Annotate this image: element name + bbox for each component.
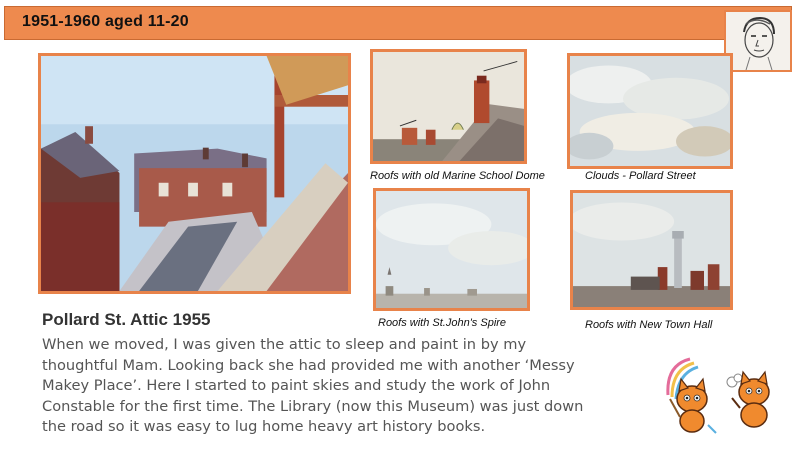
portrait-sketch [724,10,792,72]
caption-marine-dome: Roofs with old Marine School Dome [370,170,545,182]
attic-painting [38,53,351,294]
clouds-painting [567,53,733,169]
painter-cat-icon [660,355,720,435]
painting-title: Pollard St. Attic 1955 [42,310,211,329]
town-hall-painting [570,190,733,310]
marine-dome-painting [370,49,527,164]
page-title: 1951-1960 aged 11-20 [22,13,189,30]
caption-st-johns: Roofs with St.John's Spire [378,317,507,329]
caption-town-hall: Roofs with New Town Hall [585,319,713,331]
caption-clouds: Clouds - Pollard Street [585,170,696,182]
st-johns-painting [373,188,530,311]
description-text: When we moved, I was given the attic to sleep and paint in by my thoughtful Mam. Looking back she had provided me with another ‘Messy Makey Place’. Here I started to paint skies and study the work of John Constable for the first time. The Library (now this Museum) was just down the road so it was easy to lug home heavy art history books. [42,336,584,435]
waving-cat-icon [722,368,780,430]
